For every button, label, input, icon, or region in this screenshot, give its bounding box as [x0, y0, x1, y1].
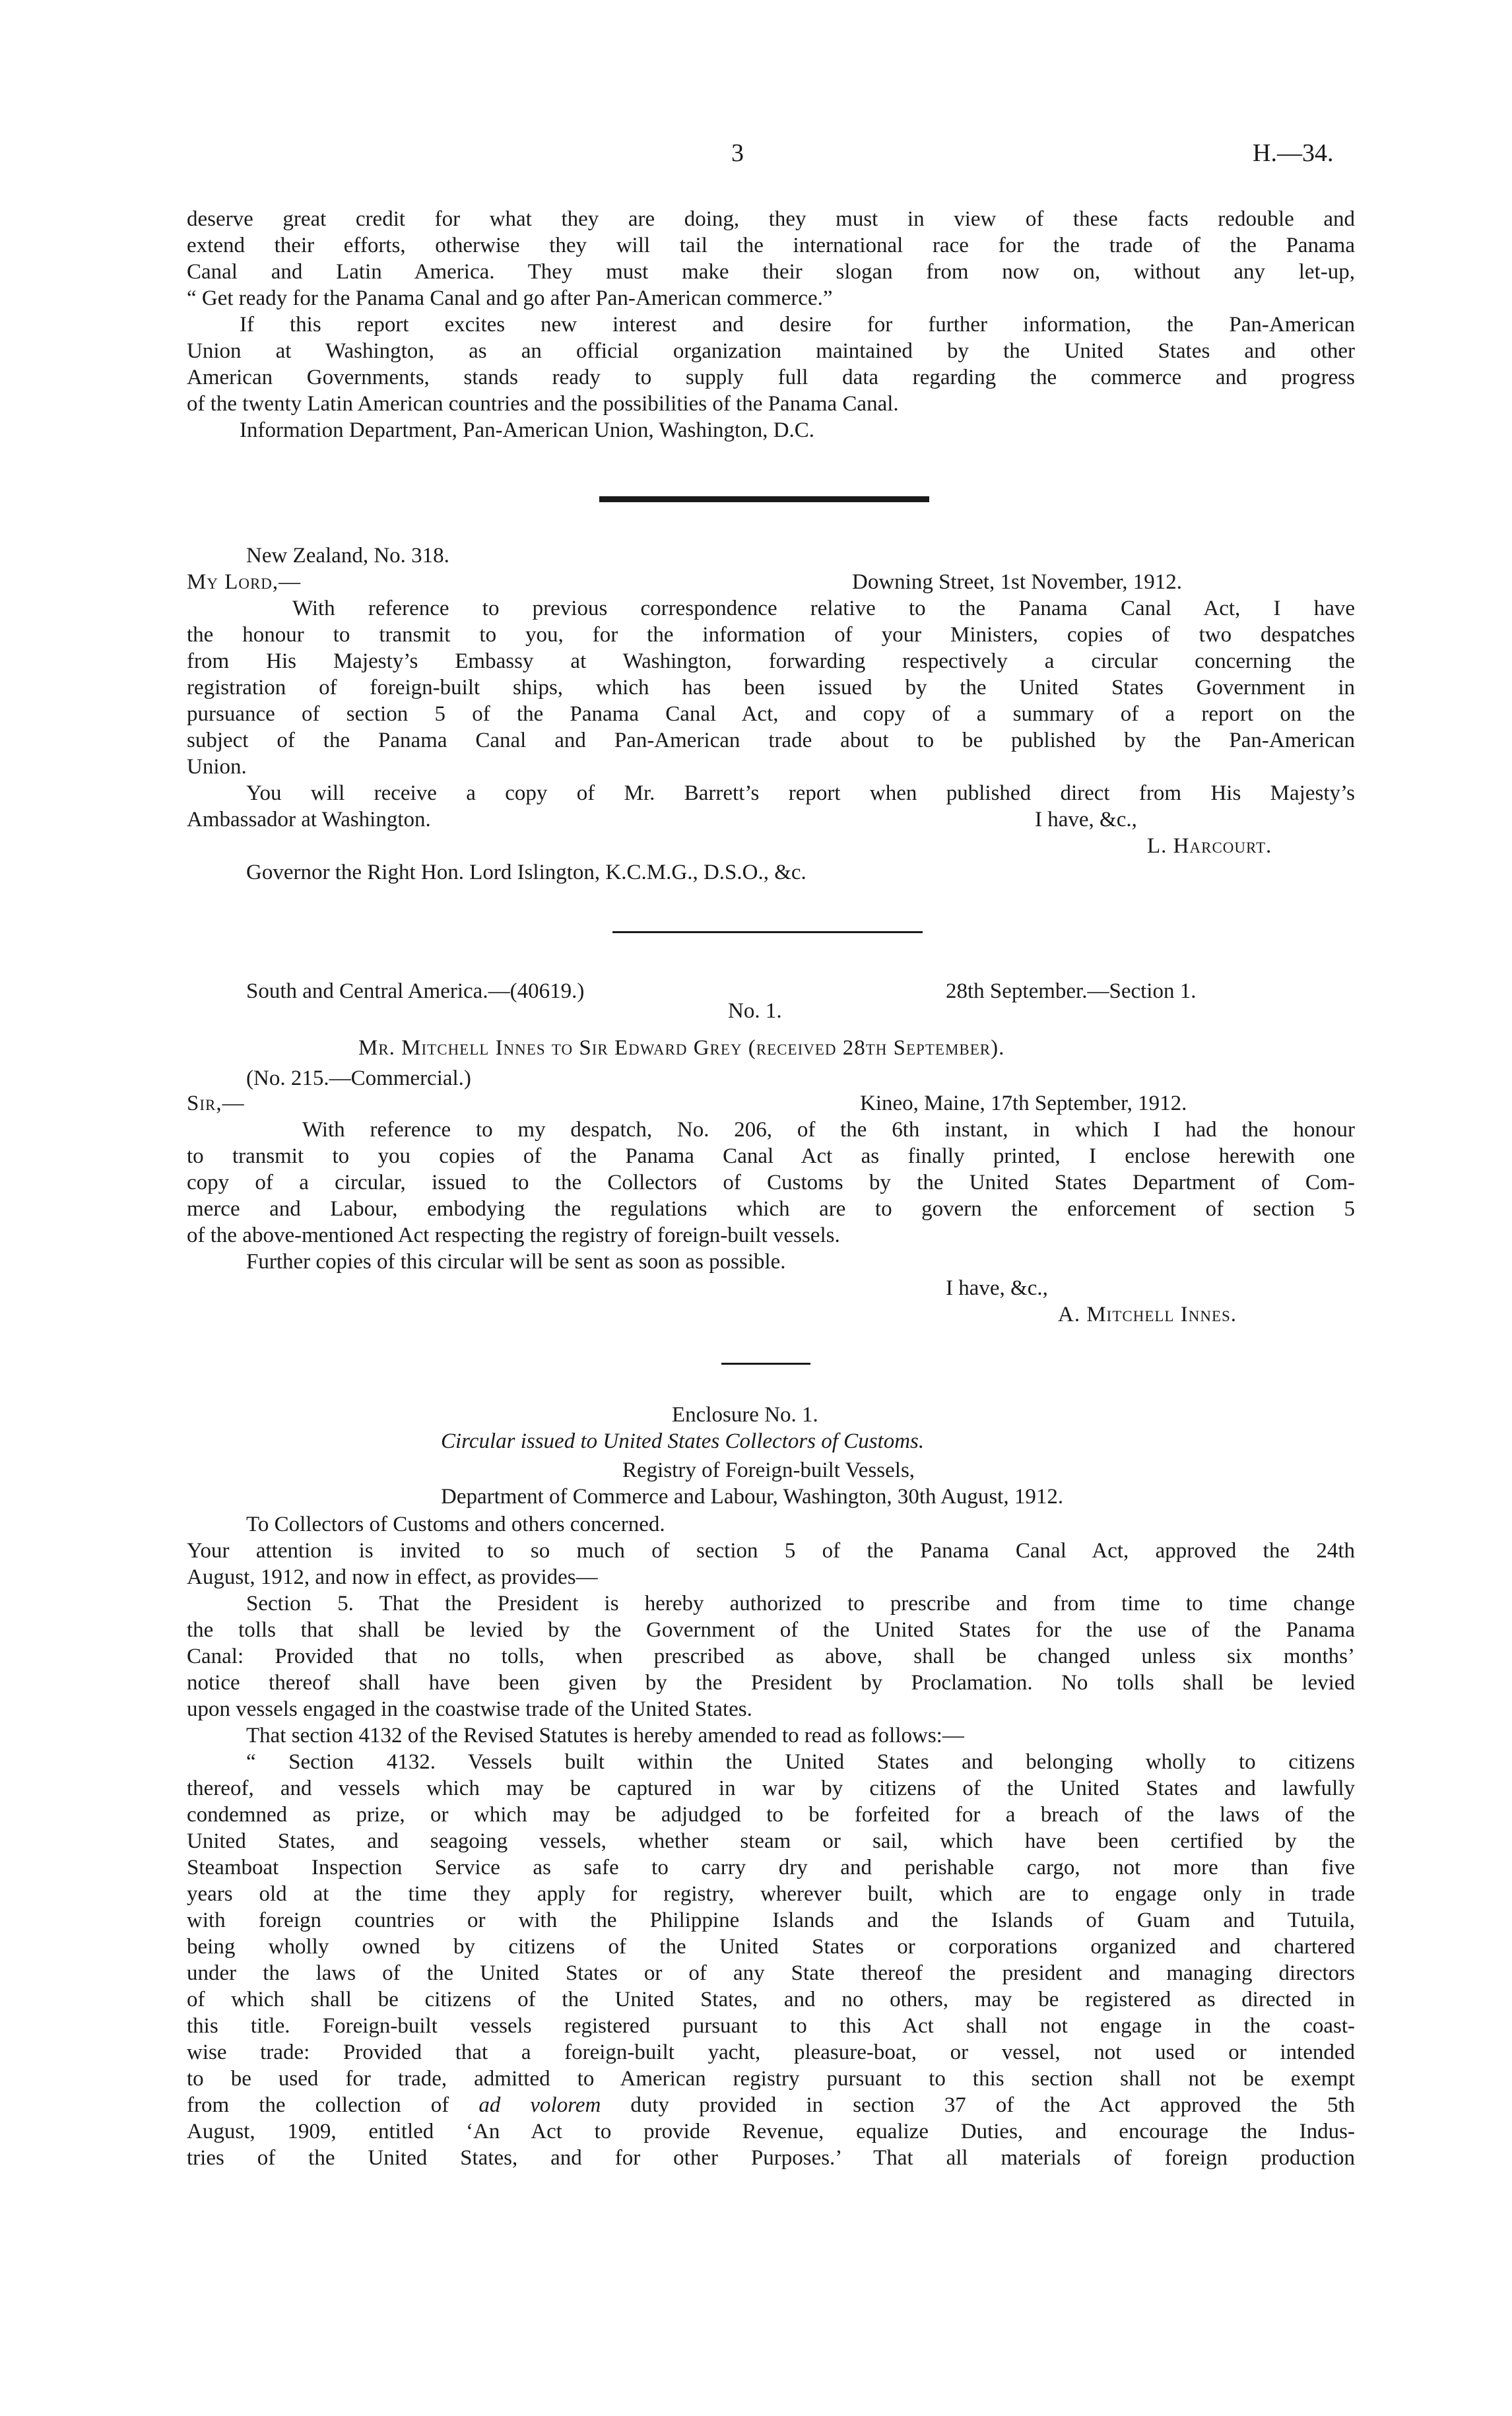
- enclosure-line: August, 1912, and now in effect, as provides—: [187, 1565, 598, 1589]
- intro-line: Information Department, Pan-American Union, Washington, D.C.: [240, 418, 815, 442]
- intro-line: deserve great credit for what they are doing, they must in view of these facts redouble and: [187, 207, 1355, 231]
- despatch-closing: I have, &c.,: [1035, 808, 1137, 832]
- enclosure-subtitle: Circular issued to United States Collectors of Customs.: [441, 1429, 925, 1453]
- despatch-number: No. 1.: [728, 999, 782, 1023]
- despatch-salutation: Sir,—: [187, 1092, 245, 1115]
- enclosure-registry: Registry of Foreign-built Vessels,: [622, 1458, 915, 1482]
- despatch-place-date: Downing Street, 1st November, 1912.: [852, 570, 1183, 594]
- intro-line: American Governments, stands ready to supply full data regarding the commerce and progress: [187, 366, 1355, 389]
- despatch-sub-reference: (No. 215.—Commercial.): [246, 1066, 471, 1090]
- despatch-body-line: pursuance of section 5 of the Panama Canal Act, and copy of a summary of a report on the: [187, 702, 1355, 726]
- enclosure-line: to be used for trade, admitted to American registry pursuant to this section shall not be exempt: [187, 2067, 1355, 2091]
- enclosure-line: United States, and seagoing vessels, whether steam or sail, which have been certified by the: [187, 1829, 1355, 1853]
- intro-line: Union at Washington, as an official organization maintained by the United States and other: [187, 339, 1355, 363]
- despatch-body-line: merce and Labour, embodying the regulations which are to govern the enforcement of section 5: [187, 1197, 1355, 1221]
- enclosure-line-italic: ad volorem: [478, 2093, 601, 2117]
- enclosure-line: condemned as prize, or which may be adjudged to be forfeited for a breach of the laws of the: [187, 1803, 1355, 1827]
- enclosure-line: Your attention is invited to so much of section 5 of the Panama Canal Act, approved the 24th: [187, 1539, 1355, 1563]
- section-divider-short: [721, 1363, 810, 1365]
- despatch-body-line: With reference to my despatch, No. 206, of the 6th instant, in which I had the honour: [302, 1118, 1355, 1142]
- enclosure-line: under the laws of the United States or of any State thereof the president and managing directors: [187, 1961, 1355, 1985]
- page-number: 3: [731, 139, 744, 167]
- enclosure-line: with foreign countries or with the Philippine Islands and the Islands of Guam and Tutuila,: [187, 1909, 1355, 1932]
- despatch-body-line: You will receive a copy of Mr. Barrett’s report when published direct from His Majesty’s: [246, 781, 1355, 805]
- enclosure-line: the tolls that shall be levied by the Government of the United States for the use of the Panama: [187, 1618, 1355, 1642]
- despatch-body-line: copy of a circular, issued to the Collectors of Customs by the United States Department of Com-: [187, 1171, 1355, 1194]
- despatch-heading: Mr. Mitchell Innes to Sir Edward Grey (received 28th September).: [358, 1036, 1005, 1060]
- enclosure-line: upon vessels engaged in the coastwise trade of the United States.: [187, 1697, 752, 1721]
- enclosure-line: this title. Foreign-built vessels registered pursuant to this Act shall not engage in the coast-: [187, 2014, 1355, 2038]
- intro-line: Canal and Latin America. They must make their slogan from now on, without any let-up,: [187, 260, 1355, 284]
- enclosure-line: August, 1909, entitled ‘An Act to provide Revenue, equalize Duties, and encourage the Indus-: [187, 2120, 1355, 2143]
- section-divider: [612, 931, 923, 933]
- enclosure-line: being wholly owned by citizens of the United States or corporations organized and chartered: [187, 1935, 1355, 1959]
- enclosure-line: Section 5. That the President is hereby authorized to prescribe and from time to time change: [246, 1592, 1355, 1616]
- despatch-reference: New Zealand, No. 318.: [246, 544, 449, 568]
- enclosure-line: thereof, and vessels which may be captured in war by citizens of the United States and lawfully: [187, 1777, 1355, 1800]
- enclosure-line: wise trade: Provided that a foreign-built yacht, pleasure-boat, or vessel, not used or intended: [187, 2041, 1355, 2064]
- enclosure-line: notice thereof shall have been given by the President by Proclamation. No tolls shall be levied: [187, 1671, 1355, 1695]
- despatch-body-line: With reference to previous correspondence relative to the Panama Canal Act, I have: [292, 597, 1355, 620]
- despatch-series: South and Central America.—(40619.): [246, 979, 585, 1003]
- despatch-place-date: Kineo, Maine, 17th September, 1912.: [860, 1092, 1187, 1115]
- intro-line: “ Get ready for the Panama Canal and go after Pan-American commerce.”: [187, 286, 833, 310]
- despatch-signature: A. Mitchell Innes.: [1058, 1303, 1237, 1326]
- enclosure-addressee: To Collectors of Customs and others concerned.: [246, 1513, 665, 1536]
- intro-line: extend their efforts, otherwise they will tail the international race for the trade of the Panama: [187, 234, 1355, 257]
- despatch-salutation: My Lord,—: [187, 570, 302, 594]
- despatch-closing: I have, &c.,: [946, 1276, 1048, 1300]
- despatch-body-line: to transmit to you copies of the Panama Canal Act as finally printed, I enclose herewith one: [187, 1144, 1355, 1168]
- section-divider-thick: [599, 496, 929, 502]
- enclosure-line: Steamboat Inspection Service as safe to carry dry and perishable cargo, not more than five: [187, 1856, 1355, 1879]
- despatch-body-line: Union.: [187, 755, 247, 779]
- enclosure-title: Enclosure No. 1.: [672, 1403, 818, 1427]
- enclosure-line: years old at the time they apply for registry, wherever built, which are to engage only in trade: [187, 1882, 1355, 1906]
- enclosure-line: of which shall be citizens of the United States, and no others, may be registered as directed in: [187, 1988, 1355, 2011]
- enclosure-department: Department of Commerce and Labour, Washington, 30th August, 1912.: [441, 1485, 1064, 1509]
- enclosure-line-part: from the collection of: [187, 2093, 449, 2117]
- intro-line: of the twenty Latin American countries and the possibilities of the Panama Canal.: [187, 392, 899, 416]
- despatch-body-line: subject of the Panama Canal and Pan-American trade about to be published by the Pan-American: [187, 729, 1355, 752]
- enclosure-line: tries of the United States, and for other Purposes.’ That all materials of foreign production: [187, 2146, 1355, 2170]
- despatch-body-line: registration of foreign-built ships, which has been issued by the United States Government in: [187, 676, 1355, 700]
- enclosure-line-part: duty provided in section 37 of the Act approved the 5th: [630, 2093, 1356, 2117]
- enclosure-line: That section 4132 of the Revised Statutes is hereby amended to read as follows:—: [246, 1724, 964, 1747]
- enclosure-line: [187, 2092, 1355, 2118]
- intro-line: If this report excites new interest and desire for further information, the Pan-American: [240, 313, 1355, 337]
- despatch-signature: L. Harcourt.: [1147, 834, 1272, 858]
- despatch-body-line: the honour to transmit to you, for the information of your Ministers, copies of two despatches: [187, 623, 1355, 647]
- despatch-section: 28th September.—Section 1.: [946, 979, 1197, 1003]
- despatch-body-line: Ambassador at Washington.: [187, 808, 431, 832]
- despatch-addressee: Governor the Right Hon. Lord Islington, K.C.M.G., D.S.O., &c.: [246, 861, 806, 884]
- page-reference: H.—34.: [1253, 139, 1334, 167]
- despatch-body-line: Further copies of this circular will be sent as soon as possible.: [246, 1250, 786, 1274]
- enclosure-line: Canal: Provided that no tolls, when prescribed as above, shall be changed unless six months’: [187, 1645, 1355, 1668]
- despatch-body-line: from His Majesty’s Embassy at Washington, forwarding respectively a circular concerning the: [187, 649, 1355, 673]
- despatch-body-line: of the above-mentioned Act respecting the registry of foreign-built vessels.: [187, 1224, 840, 1247]
- enclosure-line: “ Section 4132. Vessels built within the United States and belonging wholly to citizens: [246, 1750, 1355, 1774]
